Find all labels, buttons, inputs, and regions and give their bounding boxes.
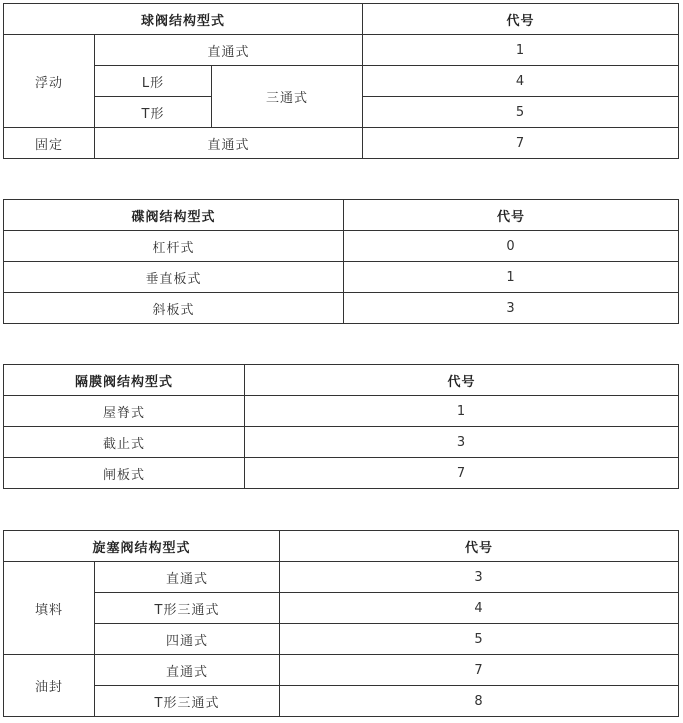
group-label-oil-seal: 油封: [4, 655, 95, 717]
type-cell: 斜板式: [4, 293, 344, 324]
type-cell: 闸板式: [4, 458, 245, 489]
group-label-fixed: 固定: [4, 128, 95, 159]
code-cell: 5: [280, 624, 679, 655]
table-row: [4, 458, 679, 489]
table-row: [4, 231, 679, 262]
table-row: [4, 655, 679, 686]
code-cell: 3: [245, 427, 679, 458]
table-row: [4, 293, 679, 324]
type-cell: T形三通式: [95, 686, 280, 717]
code-cell: 3: [344, 293, 679, 324]
type-cell: 截止式: [4, 427, 245, 458]
table-header-row: [4, 200, 679, 231]
table-header-row: [4, 4, 679, 35]
header-structure: 旋塞阀结构型式: [4, 531, 280, 562]
table-row: [4, 35, 679, 66]
code-cell: 1: [344, 262, 679, 293]
type-cell: 杠杆式: [4, 231, 344, 262]
code-cell: 1: [245, 396, 679, 427]
type-cell: 直通式: [95, 128, 363, 159]
code-cell: 7: [280, 655, 679, 686]
type-cell: T形三通式: [95, 593, 280, 624]
table-row: [4, 262, 679, 293]
code-cell: 7: [245, 458, 679, 489]
header-structure: 隔膜阀结构型式: [4, 365, 245, 396]
code-cell: 8: [280, 686, 679, 717]
code-cell: 1: [363, 35, 679, 66]
group-label-floating: 浮动: [4, 35, 95, 128]
table-row: [4, 686, 679, 717]
table-row: [4, 624, 679, 655]
group-label-packing: 填料: [4, 562, 95, 655]
code-cell: 4: [280, 593, 679, 624]
type-cell: 屋脊式: [4, 396, 245, 427]
code-cell: 4: [363, 66, 679, 97]
header-structure: 球阀结构型式: [4, 4, 363, 35]
header-code: 代号: [344, 200, 679, 231]
header-structure: 碟阀结构型式: [4, 200, 344, 231]
type-cell: 直通式: [95, 655, 280, 686]
type-cell: 直通式: [95, 35, 363, 66]
table-row: [4, 562, 679, 593]
ball-valve-table: [3, 3, 679, 159]
code-cell: 7: [363, 128, 679, 159]
type-cell: 直通式: [95, 562, 280, 593]
table-row: [4, 396, 679, 427]
header-code: 代号: [280, 531, 679, 562]
type-cell: T形: [95, 97, 212, 128]
type-cell: 四通式: [95, 624, 280, 655]
diaphragm-valve-table: [3, 364, 679, 489]
table-row: [4, 427, 679, 458]
code-cell: 0: [344, 231, 679, 262]
table-row: [4, 128, 679, 159]
type-cell-three-way: 三通式: [212, 66, 363, 128]
header-code: 代号: [363, 4, 679, 35]
type-cell: L形: [95, 66, 212, 97]
header-code: 代号: [245, 365, 679, 396]
table-header-row: [4, 365, 679, 396]
table-header-row: [4, 531, 679, 562]
plug-valve-table: [3, 530, 679, 717]
table-row: [4, 66, 679, 97]
code-cell: 5: [363, 97, 679, 128]
code-cell: 3: [280, 562, 679, 593]
butterfly-valve-table: [3, 199, 679, 324]
table-row: [4, 593, 679, 624]
type-cell: 垂直板式: [4, 262, 344, 293]
